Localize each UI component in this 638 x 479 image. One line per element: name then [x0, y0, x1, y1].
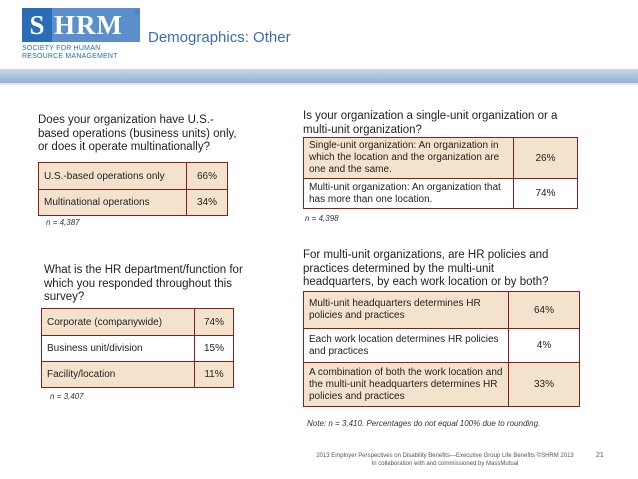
- table-row: [39, 190, 228, 216]
- question-1-note: n = 4,387: [46, 218, 80, 227]
- table-row: [42, 309, 234, 336]
- logo-letter-s: S: [22, 8, 52, 42]
- row-value: 33%: [509, 363, 580, 407]
- question-2-note: n = 3,407: [50, 392, 84, 401]
- page-number: 21: [596, 452, 604, 459]
- row-value: 74%: [514, 179, 578, 209]
- shrm-logo: [22, 8, 140, 64]
- table-row: [42, 336, 234, 362]
- table-row: [42, 362, 234, 388]
- page-header: [0, 0, 638, 72]
- row-value: 26%: [514, 138, 578, 179]
- logo-letters-hrm: HRM: [52, 8, 140, 42]
- page-title: Demographics: Other: [148, 29, 291, 46]
- table-row: [39, 163, 228, 190]
- row-label: Multi-unit headquarters determines HR policies and practices: [304, 292, 509, 329]
- header-divider: [0, 83, 638, 85]
- logo-mark: [22, 8, 140, 42]
- row-value: 4%: [509, 329, 580, 363]
- question-2-text: What is the HR department/function for which you responded throughout this survey?: [44, 264, 243, 303]
- row-label: A combination of both the work location and the multi-unit headquarters determines HR policies and practices: [304, 363, 509, 407]
- table-row: [304, 292, 580, 329]
- row-value: 15%: [195, 336, 234, 362]
- row-label: Corporate (companywide): [42, 309, 195, 336]
- row-value: 66%: [187, 163, 228, 190]
- question-3-text: Is your organization a single-unit organization or a multi-unit organization?: [303, 110, 558, 136]
- question-3-note: n = 4,398: [305, 214, 339, 223]
- row-label: Multinational operations: [39, 190, 187, 216]
- question-1-table: [38, 162, 228, 216]
- question-1-text: Does your organization have U.S.-based operations (business units) only, or does it operate multinationally?: [38, 114, 237, 153]
- question-4-note: Note: n = 3,410. Percentages do not equal 100% due to rounding.: [307, 419, 541, 428]
- row-label: Facility/location: [42, 362, 195, 388]
- row-label: Single-unit organization: An organization in which the location and the organization are one and the same.: [304, 138, 514, 179]
- row-value: 74%: [195, 309, 234, 336]
- logo-subtitle: [22, 45, 140, 61]
- row-value: 64%: [509, 292, 580, 329]
- logo-subtitle-line-1: SOCIETY FOR HUMAN: [22, 45, 101, 52]
- table-row: [304, 179, 578, 209]
- row-value: 34%: [187, 190, 228, 216]
- registered-mark: ®: [134, 10, 140, 17]
- question-3-table: [303, 137, 578, 209]
- question-4-text: For multi-unit organizations, are HR policies and practices determined by the multi-unit headquarters, by each work location or by both?: [303, 249, 549, 288]
- question-4-table: [303, 291, 580, 407]
- footer: [300, 452, 590, 468]
- row-label: Business unit/division: [42, 336, 195, 362]
- table-row: [304, 329, 580, 363]
- footer-line-2: In collaboration with and commissioned by MassMutual: [371, 461, 519, 467]
- header-band: [0, 69, 638, 83]
- row-label: U.S.-based operations only: [39, 163, 187, 190]
- footer-line-1: 2013 Employer Perspectives on Disability Benefits—Executive Group Life Benefits ©SHRM 2013: [316, 453, 574, 459]
- logo-subtitle-line-2: RESOURCE MANAGEMENT: [22, 53, 118, 60]
- table-row: [304, 138, 578, 179]
- table-row: [304, 363, 580, 407]
- row-label: Each work location determines HR policies and practices: [304, 329, 509, 363]
- question-2-table: [41, 308, 234, 388]
- row-value: 11%: [195, 362, 234, 388]
- row-label: Multi-unit organization: An organization that has more than one location.: [304, 179, 514, 209]
